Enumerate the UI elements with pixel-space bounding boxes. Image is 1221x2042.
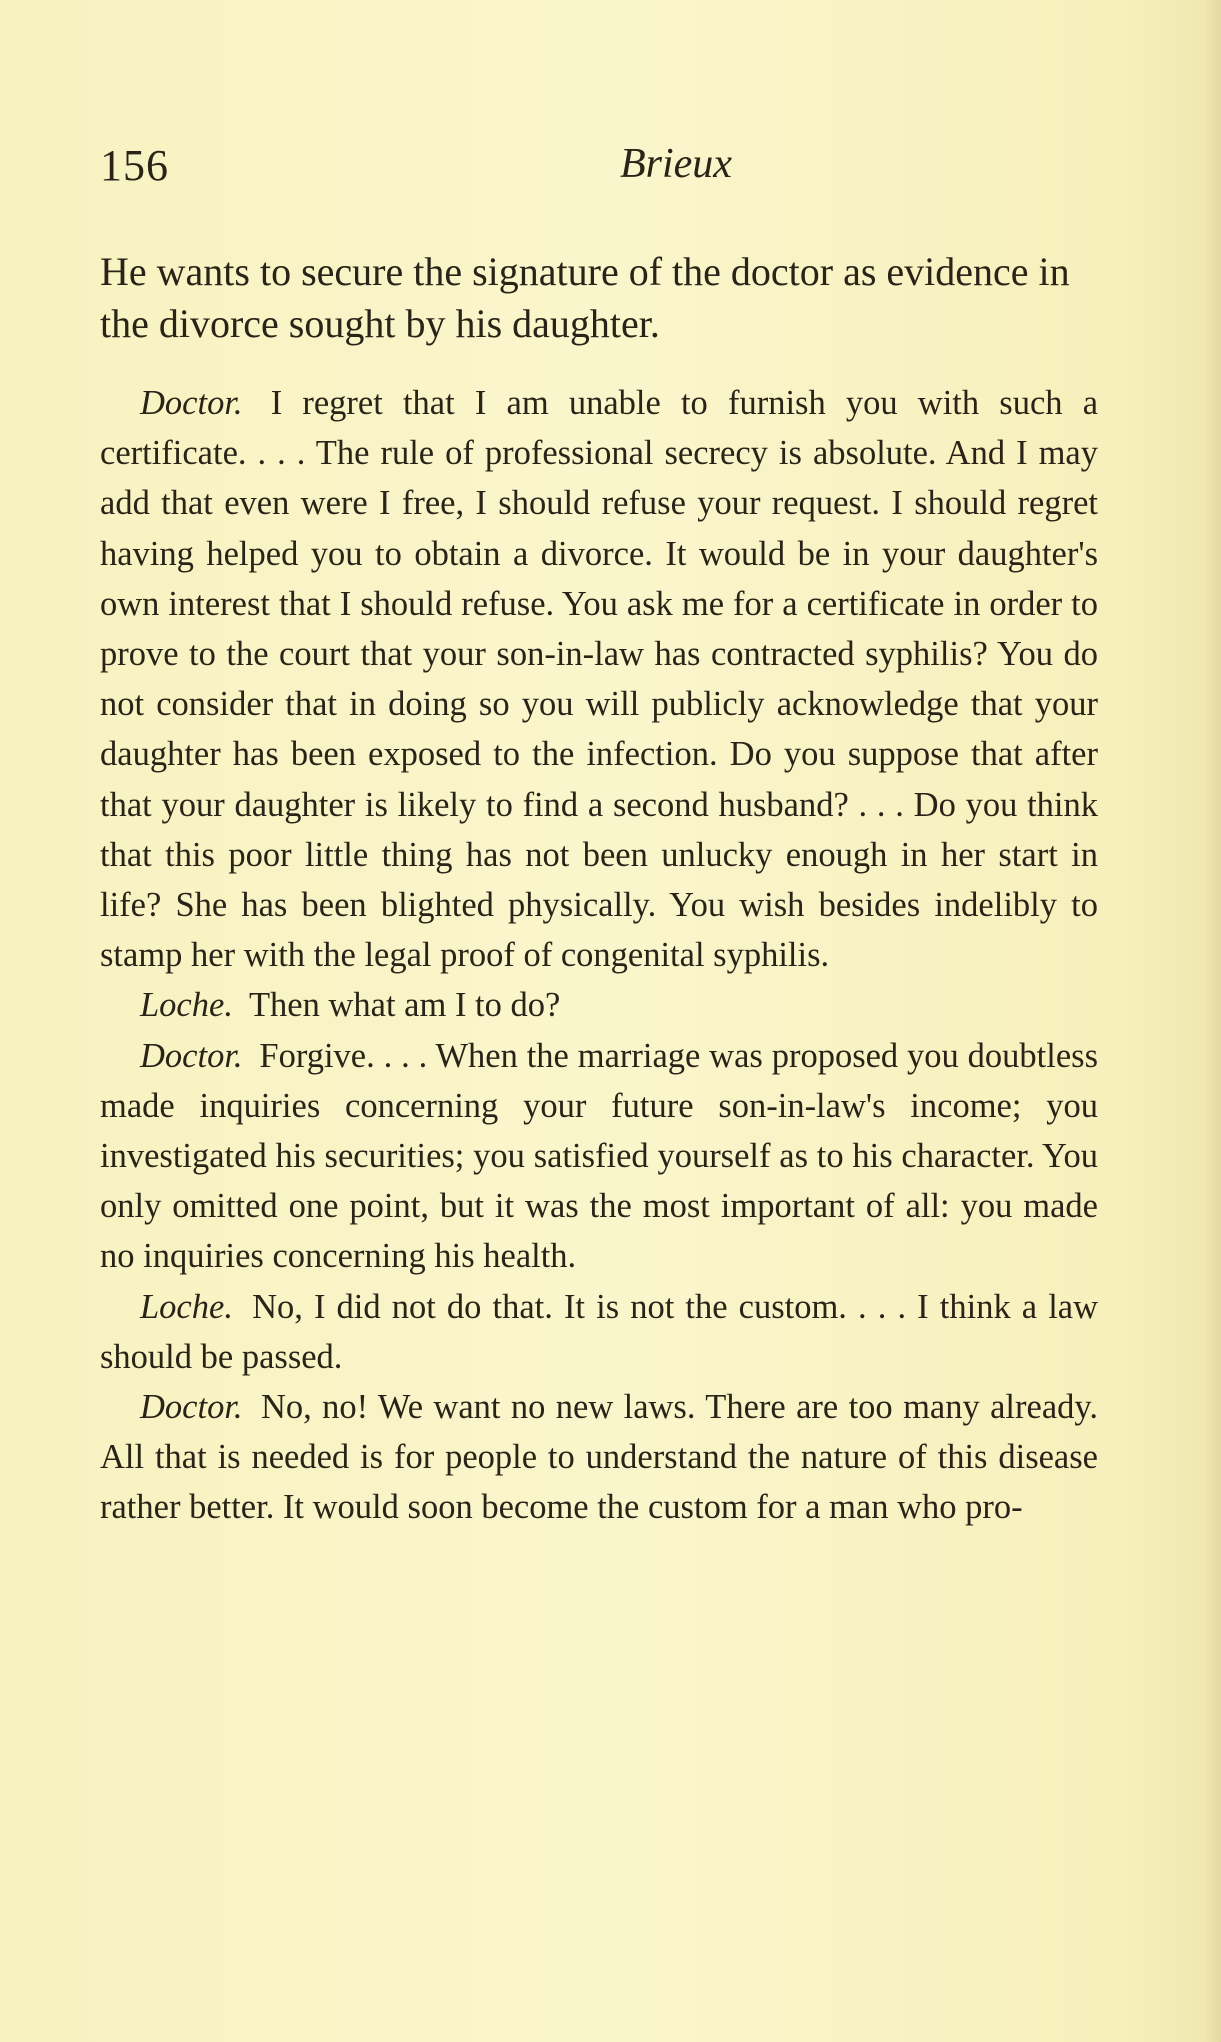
speech-text: I regret that I am unable to furnish you with such a certificate. . . . The rule of professional secrecy is absolute. And I may add that even were I free, I should refuse your request. I should regret having helped you to obtain a divorce. It would be in your daughter's own interest that I should refuse. You ask me for a certificate in order to prove to the court that your son-in-law has contracted syphilis? You do not consider that in doing so you will publicly acknowledge that your daughter has been exposed to the infection. Do you suppose that after that your daughter is likely to find a second husband? . . . Do you think that this poor little thing has not been unlucky enough in her start in life? She has been blighted physically. You wish besides indelibly to stamp her with the legal proof of congenital syphilis. [100,384,1099,975]
scene-summary: He wants to secure the signature of the doctor as evidence in the divorce sought by his daughter. [100,249,1070,346]
speaker-name: Loche. [140,1287,233,1326]
page-edge-shadow [1203,0,1221,2042]
page-number: 156 [100,141,169,190]
dialogue-paragraph [100,1382,1098,1533]
speech-text: No, no! We want no new laws. There are too many already. All that is needed is for people to understand the nature of this disease rather better. It would soon become the custom for a man who pro- [100,1388,1099,1527]
dialogue-body [100,378,1098,1533]
speaker-name: Doctor. [140,384,243,422]
speech-text: Forgive. . . . When the marriage was proposed you doubtless made inquiries concerning your future son-in-law's income; you investigated his securities; you satisfied yourself as to his character. You only omitted one point, but it was the most important of all: you made no inquiries concerning his health. [100,1036,1099,1276]
dialogue-paragraph [100,980,1098,1030]
dialogue-paragraph [100,378,1098,980]
speech-text: Then what am I to do? [248,986,561,1025]
dialogue-paragraph [100,1031,1098,1282]
speaker-name: Loche. [140,986,233,1025]
running-title: Brieux [620,141,732,187]
speaker-name: Doctor. [140,1388,243,1427]
dialogue-paragraph [100,1282,1098,1382]
speech-text: No, I did not do that. It is not the custom. . . . I think a law should be passed. [100,1287,1099,1376]
speaker-name: Doctor. [140,1036,243,1075]
page-header [100,140,1100,210]
